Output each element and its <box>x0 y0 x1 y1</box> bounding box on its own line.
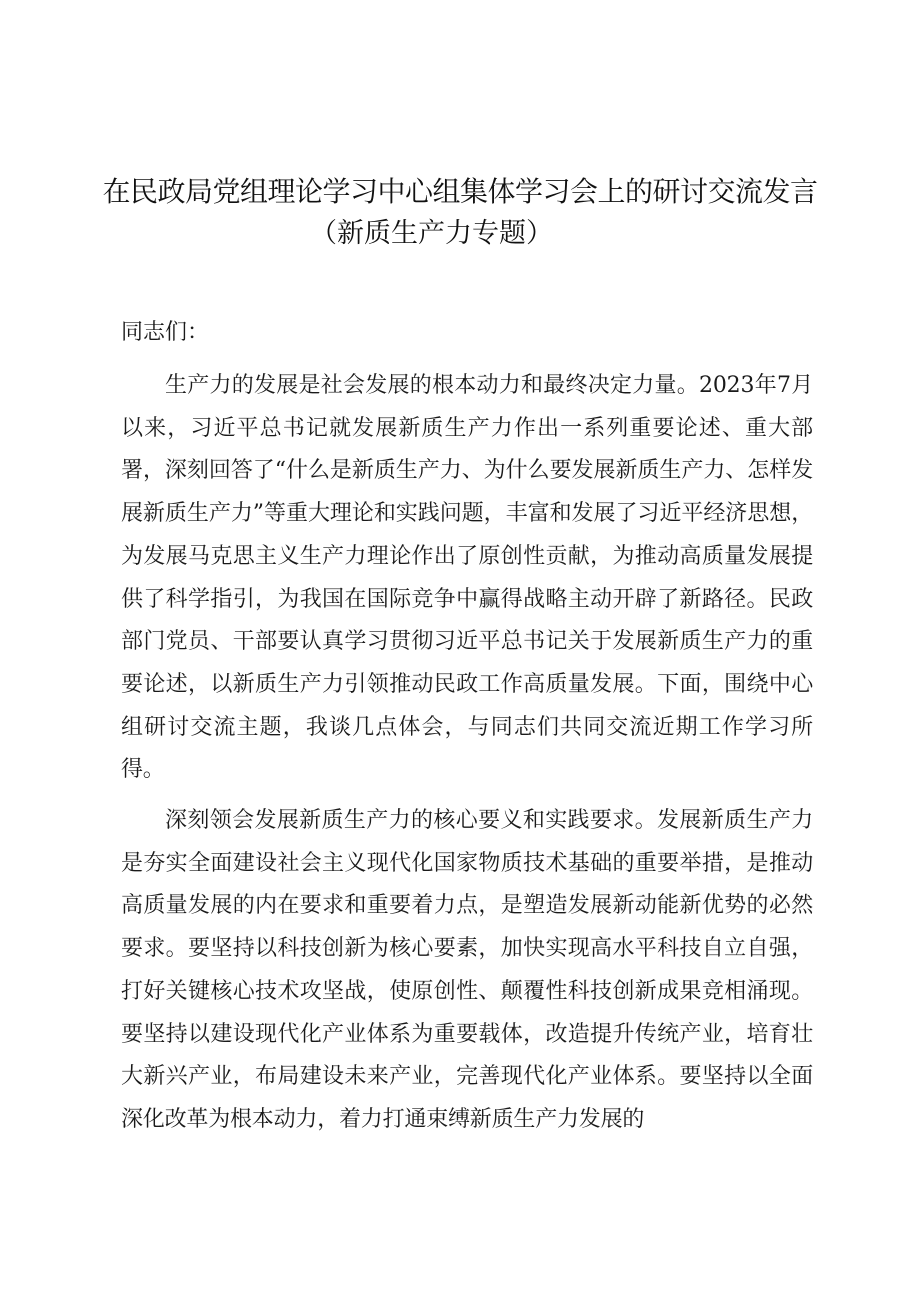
document-title: 在民政局党组理论学习中心组集体学习会上的研讨交流发言 <box>102 175 818 208</box>
document-subtitle: （新质生产力专题） <box>310 218 553 249</box>
paragraph-1: 生产力的发展是社会发展的根本动力和最终决定力量。2023年7月以来，习近平总书记就发展新质生产力作出一系列重要论述、重大部署，深刻回答了“什么是新质生产力、为什么要发展新质生产力、怎样发展新质生产力”等重大理论和实践问题，丰富和发展了习近平经济思想，为发展马克思主义生产力理论作出了原创性贡献，为推动高质量发展提供了科学指引，为我国在国际竞争中赢得战略主动开辟了新路径。民政部门党员、干部要认真学习贯彻习近平总书记关于发展新质生产力的重要论述，以新质生产力引领推动民政工作高质量发展。下面，围绕中心组研讨交流主题，我谈几点体会，与同志们共同交流近期工作学习所得。 <box>121 373 813 783</box>
document-body <box>121 315 813 1150</box>
salutation: 同志们： <box>121 320 210 345</box>
paragraph-2: 深刻领会发展新质生产力的核心要义和实践要求。发展新质生产力是夯实全面建设社会主义现代化国家物质技术基础的重要举措，是推动高质量发展的内在要求和重要着力点，是塑造发展新动能新优势的必然要求。要坚持以科技创新为核心要素，加快实现高水平科技自立自强，打好关键核心技术攻坚战，使原创性、颠覆性科技创新成果竞相涌现。要坚持以建设现代化产业体系为重要载体，改造提升传统产业，培育壮大新兴产业，布局建设未来产业，完善现代化产业体系。要坚持以全面深化改革为根本动力，着力打通束缚新质生产力发展的 <box>121 808 813 1132</box>
title-block <box>100 170 820 254</box>
